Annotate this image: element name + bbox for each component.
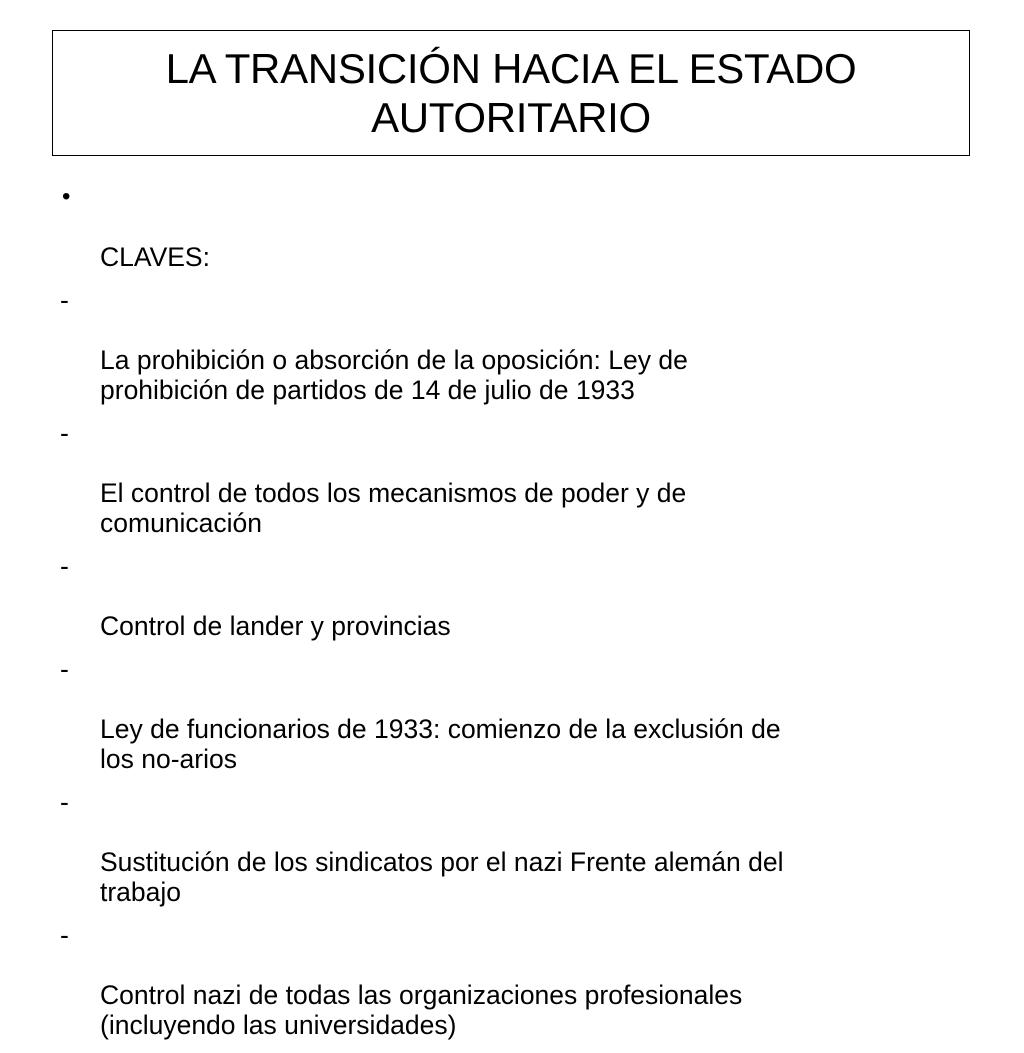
dash-icon: - xyxy=(60,418,69,448)
list-item-text: Sustitución de los sindicatos por el nazi Frente alemán del trabajo xyxy=(100,847,784,907)
dash-icon: - xyxy=(60,787,69,817)
dash-icon: - xyxy=(60,551,69,581)
bullet-icon: • xyxy=(62,183,71,210)
slide-title: LA TRANSICIÓN HACIA EL ESTADO AUTORITARIO xyxy=(165,45,857,141)
slide-content-list xyxy=(58,182,958,1053)
dash-icon: - xyxy=(60,285,69,315)
claves-heading-item xyxy=(58,182,958,272)
list-item xyxy=(58,418,958,538)
list-item-text: Control nazi de todas las organizaciones profesionales (incluyendo las universidades) xyxy=(100,980,743,1040)
dash-icon: - xyxy=(60,920,69,950)
list-item-text: Ley de funcionarios de 1933: comienzo de la exclusión de los no-arios xyxy=(100,714,781,774)
dash-icon: - xyxy=(60,654,69,684)
list-item-text: El control de todos los mecanismos de poder y de comunicación xyxy=(100,478,687,538)
list-item-text: Control de lander y provincias xyxy=(100,611,451,641)
list-item xyxy=(58,285,958,405)
slide-title-box xyxy=(52,30,970,156)
list-item xyxy=(58,654,958,774)
list-item xyxy=(58,551,958,641)
list-item xyxy=(58,920,958,1040)
claves-heading: CLAVES: xyxy=(100,242,210,272)
list-item-text: La prohibición o absorción de la oposición: Ley de prohibición de partidos de 14 de julio de 1933 xyxy=(100,345,688,405)
list-item xyxy=(58,787,958,907)
